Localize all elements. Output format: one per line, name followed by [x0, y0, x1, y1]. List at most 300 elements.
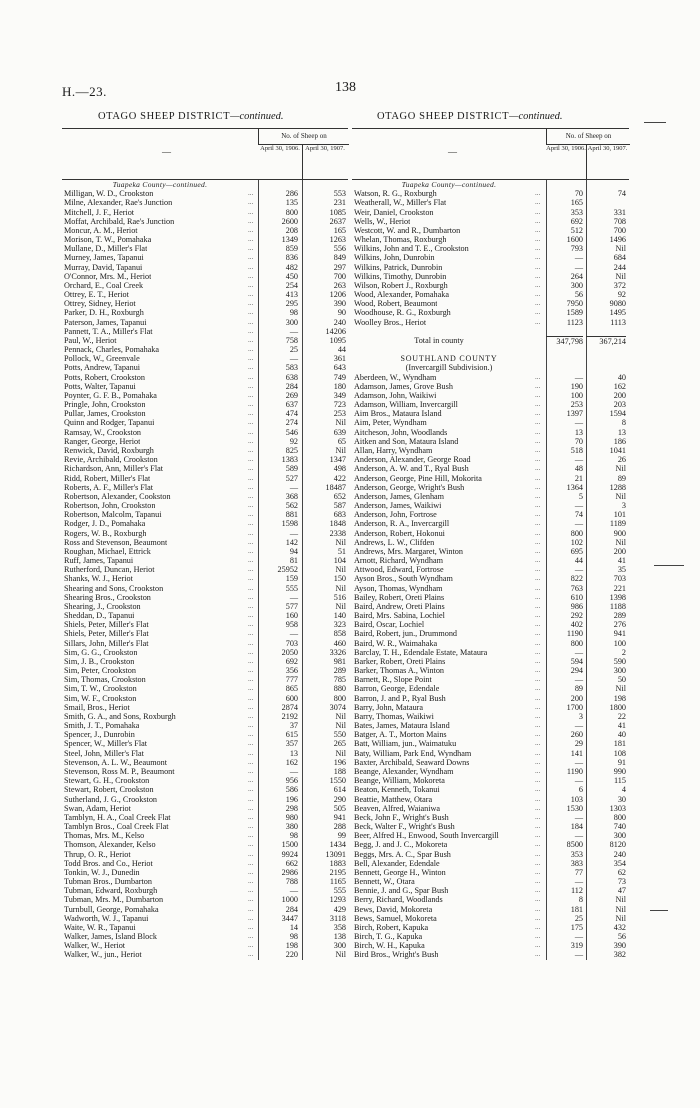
table-row: [352, 639, 629, 648]
sheep-1907: 800: [333, 693, 346, 703]
owner-name: Anderson, George, Wright's Bush: [354, 482, 465, 492]
sheep-1907: 240: [613, 849, 626, 859]
leader-dots: ...: [535, 317, 541, 326]
owner-name: Batt, William, jun., Waimatuku: [354, 739, 457, 749]
owner-name: Stewart, G. H., Crookston: [64, 776, 150, 786]
table-row: [62, 776, 348, 785]
leader-dots: ...: [248, 409, 254, 418]
table-row: [62, 492, 348, 501]
owner-name: Wood, Alexander, Pomahaka: [354, 290, 449, 300]
leader-dots: ...: [248, 436, 254, 445]
owner-name: Walker, W., jun., Heriot: [64, 950, 142, 960]
leader-dots: ...: [535, 574, 541, 583]
sheep-1906: 196: [285, 794, 298, 804]
owner-name: Ridd, Robert, Miller's Flat: [64, 473, 151, 483]
sheep-1906: —: [574, 565, 583, 575]
leader-dots: ...: [248, 785, 254, 794]
sheep-1907: Nil: [615, 491, 626, 501]
table-row: [352, 565, 629, 574]
leader-dots: ...: [535, 776, 541, 785]
table-row: [352, 914, 629, 923]
table-row: [352, 611, 629, 620]
leader-dots: ...: [535, 427, 541, 436]
leader-dots: ...: [248, 840, 254, 849]
table-row: [352, 712, 629, 721]
table-row: [352, 446, 629, 455]
leader-dots: ...: [535, 546, 541, 555]
table-row: [62, 914, 348, 923]
sheep-1907: 349: [333, 390, 346, 400]
sheep-1907: 643: [333, 363, 346, 373]
sheep-1907: 372: [613, 280, 626, 290]
leader-dots: ...: [535, 418, 541, 427]
leader-dots: ...: [535, 299, 541, 308]
table-row: [62, 464, 348, 473]
sheep-1906: —: [574, 647, 583, 657]
owner-name: Stewart, Robert, Crookston: [64, 785, 154, 795]
name-column-header: —: [448, 147, 457, 157]
table-row: [352, 428, 629, 437]
sheep-1906: —: [574, 831, 583, 841]
section-heading: [352, 363, 629, 372]
sheep-1906: 836: [285, 253, 298, 263]
sheep-1906: 777: [285, 675, 298, 685]
sheep-1906: 220: [285, 950, 298, 960]
owner-name: Begg, J. and J. C., Mokoreta: [354, 840, 448, 850]
owner-name: Parker, D. H., Roxburgh: [64, 308, 144, 318]
sheep-1906: 48: [574, 464, 583, 474]
sheep-1907: 203: [613, 400, 626, 410]
leader-dots: ...: [248, 225, 254, 234]
owner-name: Ranger, George, Heriot: [64, 436, 141, 446]
owner-name: Bews, Samuel, Mokoreta: [354, 913, 437, 923]
sheep-1906: 692: [285, 656, 298, 666]
leader-dots: ...: [248, 941, 254, 950]
sheep-1907: 297: [333, 262, 346, 272]
table-row: [62, 428, 348, 437]
leader-dots: ...: [248, 235, 254, 244]
owner-name: Anderson, John, Fortrose: [354, 510, 437, 520]
owner-name: Wilkins, Timothy, Dunrobin: [354, 271, 447, 281]
leader-dots: ...: [248, 831, 254, 840]
table-row: [352, 208, 629, 217]
heading-text: SOUTHLAND COUNTY: [400, 354, 498, 364]
sheep-1907: 1288: [609, 482, 626, 492]
sheep-1907: 708: [613, 216, 626, 226]
owner-name: Barclay, T. H., Edendale Estate, Mataura: [354, 647, 488, 657]
sheep-1906: 8: [578, 895, 583, 905]
sheep-1907: 390: [613, 941, 626, 951]
owner-name: Bates, James, Mataura Island: [354, 721, 450, 731]
sheep-1906: 94: [289, 546, 298, 556]
sheep-1906: 286: [285, 189, 298, 199]
leader-dots: ...: [535, 253, 541, 262]
owner-name: Baird, Oscar, Lochiel: [354, 620, 425, 630]
leader-dots: ...: [248, 501, 254, 510]
sheep-1906: 512: [570, 225, 583, 235]
sheep-1906: —: [574, 372, 583, 382]
owner-name: Beange, William, Mokoreta: [354, 776, 445, 786]
sheep-1907: 115: [614, 776, 626, 786]
owner-name: Murney, James, Tapanui: [64, 253, 144, 263]
leader-dots: ...: [535, 647, 541, 656]
leader-dots: ...: [248, 519, 254, 528]
leader-dots: ...: [535, 693, 541, 702]
sheep-1907: 56: [617, 932, 626, 942]
leader-dots: ...: [535, 730, 541, 739]
owner-name: Potts, Walter, Tapanui: [64, 381, 136, 391]
owner-name: Aberdeen, W., Wyndham: [354, 372, 437, 382]
table-row: [62, 538, 348, 547]
sheep-1906: 518: [570, 445, 583, 455]
table-row: [352, 299, 629, 308]
table-row: [62, 519, 348, 528]
sheep-1907: Nil: [335, 537, 346, 547]
table-row: [62, 813, 348, 822]
sheep-1906: 577: [285, 601, 298, 611]
leader-dots: ...: [248, 601, 254, 610]
owner-name: Pringle, John, Crookston: [64, 400, 146, 410]
leader-dots: ...: [248, 757, 254, 766]
heading-text: (Invercargill Subdivision.): [405, 363, 493, 373]
sheep-count-group-header: No. of Sheep on: [258, 129, 349, 145]
sheep-1907: 785: [333, 675, 346, 685]
column-divider: [586, 144, 587, 179]
table-body: [62, 180, 348, 960]
leader-dots: ...: [248, 776, 254, 785]
sheep-1906: 763: [570, 583, 583, 593]
sheep-1907: Nil: [335, 418, 346, 428]
leader-dots: ...: [535, 611, 541, 620]
sheep-1906: 103: [570, 794, 583, 804]
sheep-1906: —: [289, 354, 298, 364]
sheep-1907: 505: [333, 803, 346, 813]
owner-name: Potts, Andrew, Tapanui: [64, 363, 141, 373]
sheep-1907: 1095: [329, 335, 346, 345]
sheep-1906: 594: [570, 656, 583, 666]
sheep-1906: 319: [570, 941, 583, 951]
sheep-1907: 289: [333, 666, 346, 676]
leader-dots: ...: [248, 721, 254, 730]
table-row: [62, 226, 348, 235]
leader-dots: ...: [535, 436, 541, 445]
leader-dots: ...: [535, 638, 541, 647]
owner-name: Weatherall, W., Miller's Flat: [354, 198, 447, 208]
leader-dots: ...: [248, 730, 254, 739]
sheep-1906: 141: [570, 748, 583, 758]
table-row: [352, 877, 629, 886]
sheep-1906: 292: [570, 611, 583, 621]
leader-dots: ...: [248, 565, 254, 574]
leader-dots: ...: [248, 711, 254, 720]
sheep-1907: 186: [613, 436, 626, 446]
sheep-1906: 546: [285, 427, 298, 437]
sheep-1907: 590: [613, 656, 626, 666]
table-row: [352, 574, 629, 583]
leader-dots: ...: [248, 656, 254, 665]
sheep-1906: 264: [570, 271, 583, 281]
sheep-1906: 2874: [281, 702, 298, 712]
sheep-1907: Nil: [335, 445, 346, 455]
sheep-1906: 102: [570, 537, 583, 547]
sheep-1907: 101: [613, 510, 626, 520]
sheep-1907: 240: [333, 317, 346, 327]
table-row: [352, 226, 629, 235]
section-title-right: OTAGO SHEEP DISTRICT—continued.: [377, 111, 563, 122]
leader-dots: ...: [535, 684, 541, 693]
owner-name: Sutherland, J. G., Crookston: [64, 794, 158, 804]
sheep-1906: 695: [570, 546, 583, 556]
leader-dots: ...: [535, 556, 541, 565]
owner-name: Anderson, A. W. and T., Ryal Bush: [354, 464, 469, 474]
sheep-1906: 1000: [281, 895, 298, 905]
owner-name: Roughan, Michael, Ettrick: [64, 546, 151, 556]
leader-dots: ...: [248, 913, 254, 922]
sheep-1907: 880: [333, 684, 346, 694]
table-row: [62, 795, 348, 804]
table-row: [352, 409, 629, 418]
heading-text: Tuapeka County—continued.: [112, 180, 208, 189]
owner-name: Wood, Robert, Beaumont: [354, 299, 438, 309]
owner-name: Barron, George, Edendale: [354, 684, 440, 694]
owner-name: Anderson, James, Glenham: [354, 491, 445, 501]
sheep-1906: —: [289, 629, 298, 639]
sheep-1906: 1530: [566, 803, 583, 813]
table-header: [62, 128, 348, 180]
owner-name: Berry, Richard, Woodlands: [354, 895, 443, 905]
sheep-1906: 260: [570, 730, 583, 740]
sheep-1907: 460: [333, 638, 346, 648]
sheep-1907: 639: [333, 427, 346, 437]
table-row: [62, 730, 348, 739]
sheep-1907: 90: [337, 308, 346, 318]
sheep-1906: 2192: [281, 711, 298, 721]
sheep-1906: 586: [285, 785, 298, 795]
owner-name: Beggs, Mrs. A. C., Spar Bush: [354, 849, 451, 859]
table-row: [62, 189, 348, 198]
leader-dots: ...: [535, 629, 541, 638]
sheep-1907: 41: [617, 721, 626, 731]
owner-name: Mullane, D., Miller's Flat: [64, 244, 148, 254]
spacer-row: [352, 327, 629, 336]
owner-name: Revie, Archibald, Crookston: [64, 455, 158, 465]
sheep-1906: 159: [285, 574, 298, 584]
leader-dots: ...: [535, 510, 541, 519]
leader-dots: ...: [535, 592, 541, 601]
owner-name: Spencer, J., Dunrobin: [64, 730, 135, 740]
owner-name: Westcott, W. and R., Dumbarton: [354, 225, 461, 235]
sheep-1907: 265: [333, 739, 346, 749]
leader-dots: ...: [248, 510, 254, 519]
owner-name: Barron, J. and P., Ryal Bush: [354, 693, 446, 703]
owner-name: Ayson, Thomas, Wyndham: [354, 583, 443, 593]
sheep-1906: 3447: [281, 913, 298, 923]
sheep-1906: 562: [285, 501, 298, 511]
sheep-1907: 99: [337, 831, 346, 841]
sheep-1906: 583: [285, 363, 298, 373]
owner-name: Milne, Alexander, Rae's Junction: [64, 198, 173, 208]
owner-name: Mitchell, J. F., Heriot: [64, 207, 135, 217]
table-row: [62, 400, 348, 409]
owner-name: Adamson, James, Grove Bush: [354, 381, 453, 391]
leader-dots: ...: [248, 280, 254, 289]
leader-dots: ...: [535, 216, 541, 225]
table-row: [62, 602, 348, 611]
table-row: [62, 208, 348, 217]
leader-dots: ...: [248, 198, 254, 207]
sheep-1907: 30: [617, 794, 626, 804]
sheep-1906: 800: [285, 207, 298, 217]
sheep-1907: Nil: [615, 904, 626, 914]
table-row: [62, 263, 348, 272]
sheep-1906: 638: [285, 372, 298, 382]
sheep-1906: 181: [570, 904, 583, 914]
leader-dots: ...: [535, 262, 541, 271]
sheep-1906: 986: [570, 601, 583, 611]
sheep-1906: 9924: [281, 849, 298, 859]
table-row: [62, 217, 348, 226]
leader-dots: ...: [535, 482, 541, 491]
sheep-1906: 70: [574, 436, 583, 446]
sheep-1907: 165: [333, 225, 346, 235]
owner-name: Shearing and Sons, Crookston: [64, 583, 164, 593]
leader-dots: ...: [535, 235, 541, 244]
leader-dots: ...: [248, 262, 254, 271]
table-row: [62, 327, 348, 336]
sheep-1907: 100: [613, 638, 626, 648]
table-row: [62, 382, 348, 391]
table-row: [352, 418, 629, 427]
sheep-1906: 98: [289, 932, 298, 942]
leader-dots: ...: [248, 638, 254, 647]
sheep-1907: 253: [333, 409, 346, 419]
section-heading: [352, 180, 629, 189]
sheep-1907: 700: [613, 225, 626, 235]
table-row: [62, 391, 348, 400]
owner-name: Poynter, G. F. B., Pomahaka: [64, 390, 157, 400]
leader-dots: ...: [248, 675, 254, 684]
owner-name: Thomson, Alexander, Kelso: [64, 840, 156, 850]
sheep-1906: 2600: [281, 216, 298, 226]
sheep-1906: 7950: [566, 299, 583, 309]
leader-dots: ...: [535, 867, 541, 876]
sheep-1906: —: [574, 455, 583, 465]
sheep-1906: 413: [285, 290, 298, 300]
table-row: [352, 850, 629, 859]
owner-name: Shearing, J., Crookston: [64, 601, 141, 611]
sheep-1907: 181: [613, 739, 626, 749]
sheep-1907: 1398: [609, 592, 626, 602]
sheep-1906: 175: [570, 922, 583, 932]
owner-name: Smith, G. A., and Sons, Roxburgh: [64, 711, 176, 721]
sheep-1907: 740: [613, 822, 626, 832]
leader-dots: ...: [248, 308, 254, 317]
owner-name: Ottrey, Sidney, Heriot: [64, 299, 136, 309]
table-row: [62, 648, 348, 657]
sheep-1907: 516: [333, 592, 346, 602]
sheep-1906: 92: [289, 436, 298, 446]
leader-dots: ...: [535, 207, 541, 216]
owner-name: Morison, T. W., Pomahaka: [64, 235, 152, 245]
leader-dots: ...: [535, 620, 541, 629]
table-row: [352, 519, 629, 528]
leader-dots: ...: [248, 546, 254, 555]
sheep-1906: 29: [574, 739, 583, 749]
sheep-1906: —: [289, 482, 298, 492]
sheep-1906: —: [289, 592, 298, 602]
sheep-1906: 74: [574, 510, 583, 520]
leader-dots: ...: [535, 932, 541, 941]
table-row: [352, 400, 629, 409]
table-row: [62, 308, 348, 317]
owner-name: Milligan, W. D., Crookston: [64, 189, 154, 199]
table-row: [62, 721, 348, 730]
leader-dots: ...: [248, 666, 254, 675]
table-row: [352, 721, 629, 730]
owner-name: Anderson, James, Waikiwi: [354, 501, 442, 511]
table-row: [352, 510, 629, 519]
table-row: [62, 739, 348, 748]
margin-mark: [654, 565, 684, 566]
table-row: [352, 602, 629, 611]
sheep-1906: 958: [285, 620, 298, 630]
sheep-1907: 1085: [329, 207, 346, 217]
table-row: [62, 244, 348, 253]
table-row: [62, 336, 348, 345]
table-row: [352, 785, 629, 794]
sheep-1907: 290: [333, 794, 346, 804]
sheep-1906: 300: [570, 280, 583, 290]
leader-dots: ...: [535, 812, 541, 821]
table-row: [352, 474, 629, 483]
table-row: [352, 776, 629, 785]
col-1907-header: April 30, 1907.: [305, 145, 345, 152]
owner-name: Moffat, Archibald, Rae's Junction: [64, 216, 175, 226]
sheep-1907: Nil: [335, 721, 346, 731]
sheep-1906: 402: [570, 620, 583, 630]
table-row: [352, 657, 629, 666]
leader-dots: ...: [535, 464, 541, 473]
sheep-1907: 200: [613, 390, 626, 400]
owner-name: Shanks, W. J., Heriot: [64, 574, 133, 584]
owner-name: Tonkin, W. J., Dunedin: [64, 867, 140, 877]
table-row: [352, 281, 629, 290]
leader-dots: ...: [535, 757, 541, 766]
sheep-1906: 190: [570, 381, 583, 391]
leader-dots: ...: [535, 537, 541, 546]
owner-name: Barnett, R., Slope Point: [354, 675, 432, 685]
leader-dots: ...: [248, 849, 254, 858]
owner-name: Pannett, T. A., Miller's Flat: [64, 326, 153, 336]
sheep-1906: 70: [574, 189, 583, 199]
leader-dots: ...: [248, 528, 254, 537]
table-row: [352, 253, 629, 262]
table-header: [352, 128, 629, 180]
table-row: [352, 217, 629, 226]
sheep-1906: 450: [285, 271, 298, 281]
sheep-1906: 589: [285, 464, 298, 474]
table-row: [352, 684, 629, 693]
sheep-1907: 47: [617, 886, 626, 896]
owner-name: Whelan, Thomas, Roxburgh: [354, 235, 447, 245]
leader-dots: ...: [535, 913, 541, 922]
sheep-1907: 4: [621, 785, 626, 795]
sheep-1907: 8: [621, 418, 626, 428]
sheep-1907: 40: [617, 372, 626, 382]
col-1906-header: April 30, 1906.: [260, 145, 300, 152]
table-row: [62, 446, 348, 455]
sheep-1907: 140: [333, 611, 346, 621]
